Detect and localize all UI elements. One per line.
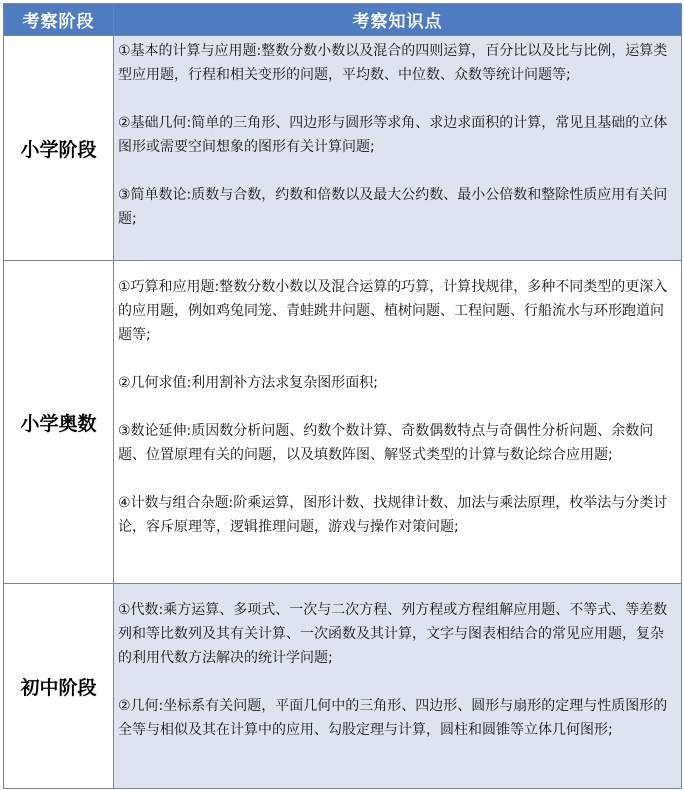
point-item: ②几何:坐标系有关问题，平面几何中的三角形、四边形、圆形与扇形的定理与性质图形的全等与相似及其在计算中的应用、勾股定理与计算，圆柱和圆锥等立体几何图形; [118,698,668,738]
knowledge-table [3,3,682,789]
table-row [4,261,682,584]
point-item: ②基础几何:简单的三角形、四边形与圆形等求角、求边求面积的计算，常见且基础的立体图形或需要空间想象的图形有关计算问题; [118,115,668,155]
points-cell [114,584,682,789]
table-row [4,584,682,789]
table-header-row [4,4,682,36]
point-item: ③数论延伸:质因数分析问题、约数个数计算、奇数偶数特点与奇偶性分析问题、余数问题、位置原理有关的问题，以及填数阵图、解竖式类型的计算与数论综合应用题; [118,423,654,463]
point-item: ④计数与组合杂题:阶乘运算，图形计数、找规律计数、加法与乘法原理，枚举法与分类讨论，容斥原理等，逻辑推理问题，游戏与操作对策问题; [118,495,668,535]
point-item: ①巧算和应用题:整数分数小数以及混合运算的巧算，计算找规律，多种不同类型的更深入的应用题，例如鸡兔同笼、青蛙跳井问题、植树问题、工程问题、行船流水与环形跑道问题等; [118,279,668,343]
stage-cell: 初中阶段 [4,584,114,789]
points-cell [114,261,682,584]
points-cell [114,36,682,261]
table-row [4,36,682,261]
point-item: ①基本的计算与应用题:整数分数小数以及混合的四则运算，百分比以及比与比例，运算类型应用题，行程和相关变形的问题，平均数、中位数、众数等统计问题等; [118,43,668,83]
point-item: ②几何求值:利用割补方法求复杂图形面积; [118,375,378,391]
point-item: ①代数:乘方运算、多项式、一次与二次方程、列方程或方程组解应用题、不等式、等差数列和等比数列及其有关计算、一次函数及其计算，文字与图表相结合的常见应用题，复杂的利用代数方法解决的统计学问题; [118,602,668,666]
header-stage: 考察阶段 [4,4,114,36]
stage-cell: 小学阶段 [4,36,114,261]
header-points: 考察知识点 [114,4,682,36]
stage-cell: 小学奥数 [4,261,114,584]
point-item: ③简单数论:质数与合数，约数和倍数以及最大公约数、最小公倍数和整除性质应用有关问题; [118,187,668,227]
